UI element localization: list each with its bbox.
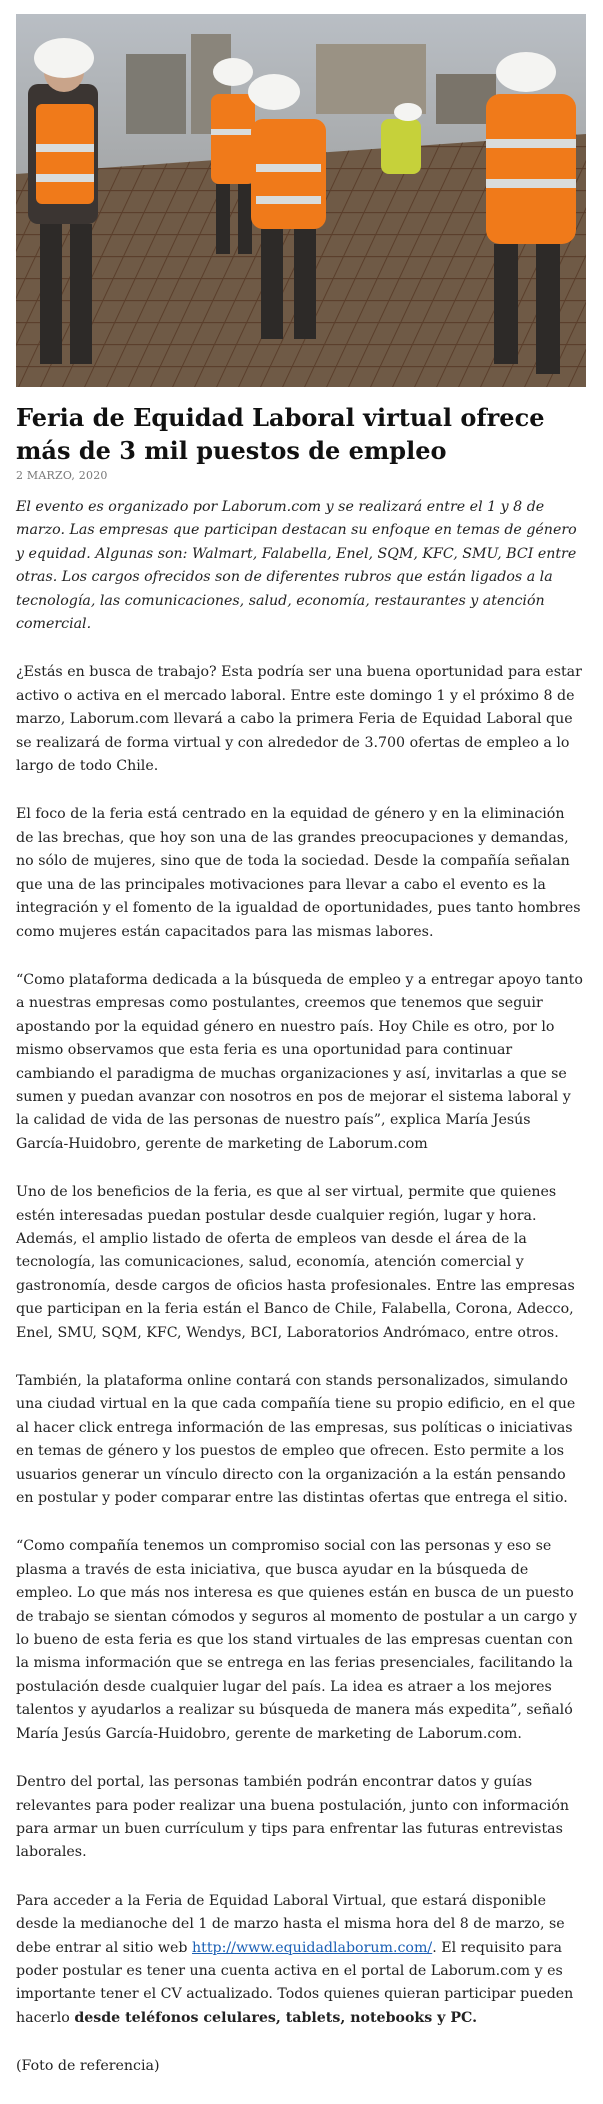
paragraph-8 xyxy=(16,1890,586,2030)
article xyxy=(16,14,586,2104)
paragraph-4: Uno de los beneficios de la feria, es que al ser virtual, permite que quienes estén interesadas puedan postular desde cualquier región, lugar y hora. Además, el amplio listado de oferta de empleos van desde el área de la tecnología, las comunicaciones, salud, economía, atención comercial y gastronomía, desde cargos de oficios hasta profesionales. Entre las empresas que participan en la feria están el Banco de Chile, Falabella, Corona, Adecco, Enel, SMU, SQM, KFC, Wendys, BCI, Laboratorios Andrómaco, entre otros. xyxy=(16,1184,575,1341)
hero-photo xyxy=(16,14,586,387)
paragraph-8-text-middle: . El requisito para poder postular es tener una cuenta activa en el portal de Laborum.com y es importante tener el CV actualizado. Todos quienes quieran participar pueden hacerlo xyxy=(16,1939,574,2026)
paragraph-8-text-start: Para acceder a la Feria de Equidad Laboral Virtual, que estará disponible desde la medianoche del 1 de marzo hasta el misma hora del 8 de marzo, se debe entrar al sitio web xyxy=(16,1892,565,1956)
equidad-laborum-link[interactable]: http://www.equidadlaborum.com/ xyxy=(191,1939,433,1956)
article-date: 2 MARZO, 2020 xyxy=(16,469,108,482)
paragraph-5: También, la plataforma online contará con stands personalizados, simulando una ciudad virtual en la que cada compañía tiene su propio edificio, en el que al hacer click entrega información de las empresas, sus políticas o iniciativas en temas de género y los puestos de empleo que ofrecen. Esto permite a los usuarios generar un vínculo directo con la organización a la están pensando en postular y poder comparar entre las distintas ofertas que entrega el sitio. xyxy=(16,1373,576,1507)
photo-caption: (Foto de referencia) xyxy=(16,2058,160,2075)
article-title: Feria de Equidad Laboral virtual ofrece más de 3 mil puestos de empleo xyxy=(16,403,545,465)
article-lead: El evento es organizado por Laborum.com y se realizará entre el 1 y 8 de marzo. Las empresas que participan destacan su enfoque en temas de género y equidad. Algunas son: Walmart, Falabella, Enel, SQM, KFC, SMU, BCI entre otras. Los cargos ofrecidos son de diferentes rubros que están ligados a la tecnología, las comunicaciones, salud, economía, restaurantes y atención comercial. xyxy=(16,499,577,633)
paragraph-8-devices: desde teléfonos celulares, tablets, notebooks y PC. xyxy=(74,2009,478,2026)
paragraph-7: Dentro del portal, las personas también podrán encontrar datos y guías relevantes para poder realizar una buena postulación, junto con información para armar un buen currículum y tips para enfrentar las futuras entrevistas laborales. xyxy=(16,1774,570,1861)
paragraph-3: “Como plataforma dedicada a la búsqueda de empleo y a entregar apoyo tanto a nuestras empresas como postulantes, creemos que tenemos que seguir apostando por la equidad género en nuestro país. Hoy Chile es otro, por lo mismo observamos que esta feria es una oportunidad para continuar cambiando el paradigma de muchas organizaciones y así, invitarlas a que se sumen y puedan avanzar con nosotros en pos de mejorar el sistema laboral y la calidad de vida de las personas de nuestro país”, explica María Jesús García-Huidobro, gerente de marketing de Laborum.com xyxy=(16,971,583,1152)
paragraph-6: “Como compañía tenemos un compromiso social con las personas y eso se plasma a través de esta iniciativa, que busca ayudar en la búsqueda de empleo. Lo que más nos interesa es que quienes están en busca de un puesto de trabajo se sientan cómodos y seguros al momento de postular a un cargo y lo bueno de esta feria es que los stand virtuales de las empresas cuentan con la misma información que se entrega en las ferias presenciales, facilitando la postulación desde cualquier lugar del país. La idea es atraer a los mejores talentos y ayudarlos a realizar su búsqueda de manera más expedita”, señaló María Jesús García-Huidobro, gerente de marketing de Laborum.com. xyxy=(16,1538,578,1742)
paragraph-2: El foco de la feria está centrado en la equidad de género y en la eliminación de las brechas, que hoy son una de las grandes preocupaciones y demandas, no sólo de mujeres, sino que de toda la sociedad. Desde la compañía señalan que una de las principales motivaciones para llevar a cabo el evento es la integración y el fomento de la igualdad de oportunidades, pues tanto hombres como mujeres están capacitados para las mismas labores. xyxy=(16,806,581,940)
paragraph-1: ¿Estás en busca de trabajo? Esta podría ser una buena oportunidad para estar activo o activa en el mercado laboral. Entre este domingo 1 y el próximo 8 de marzo, Laborum.com llevará a cabo la primera Feria de Equidad Laboral que se realizará de forma virtual y con alrededor de 3.700 ofertas de empleo a lo largo de todo Chile. xyxy=(16,664,582,775)
construction-workers-image xyxy=(16,14,586,387)
